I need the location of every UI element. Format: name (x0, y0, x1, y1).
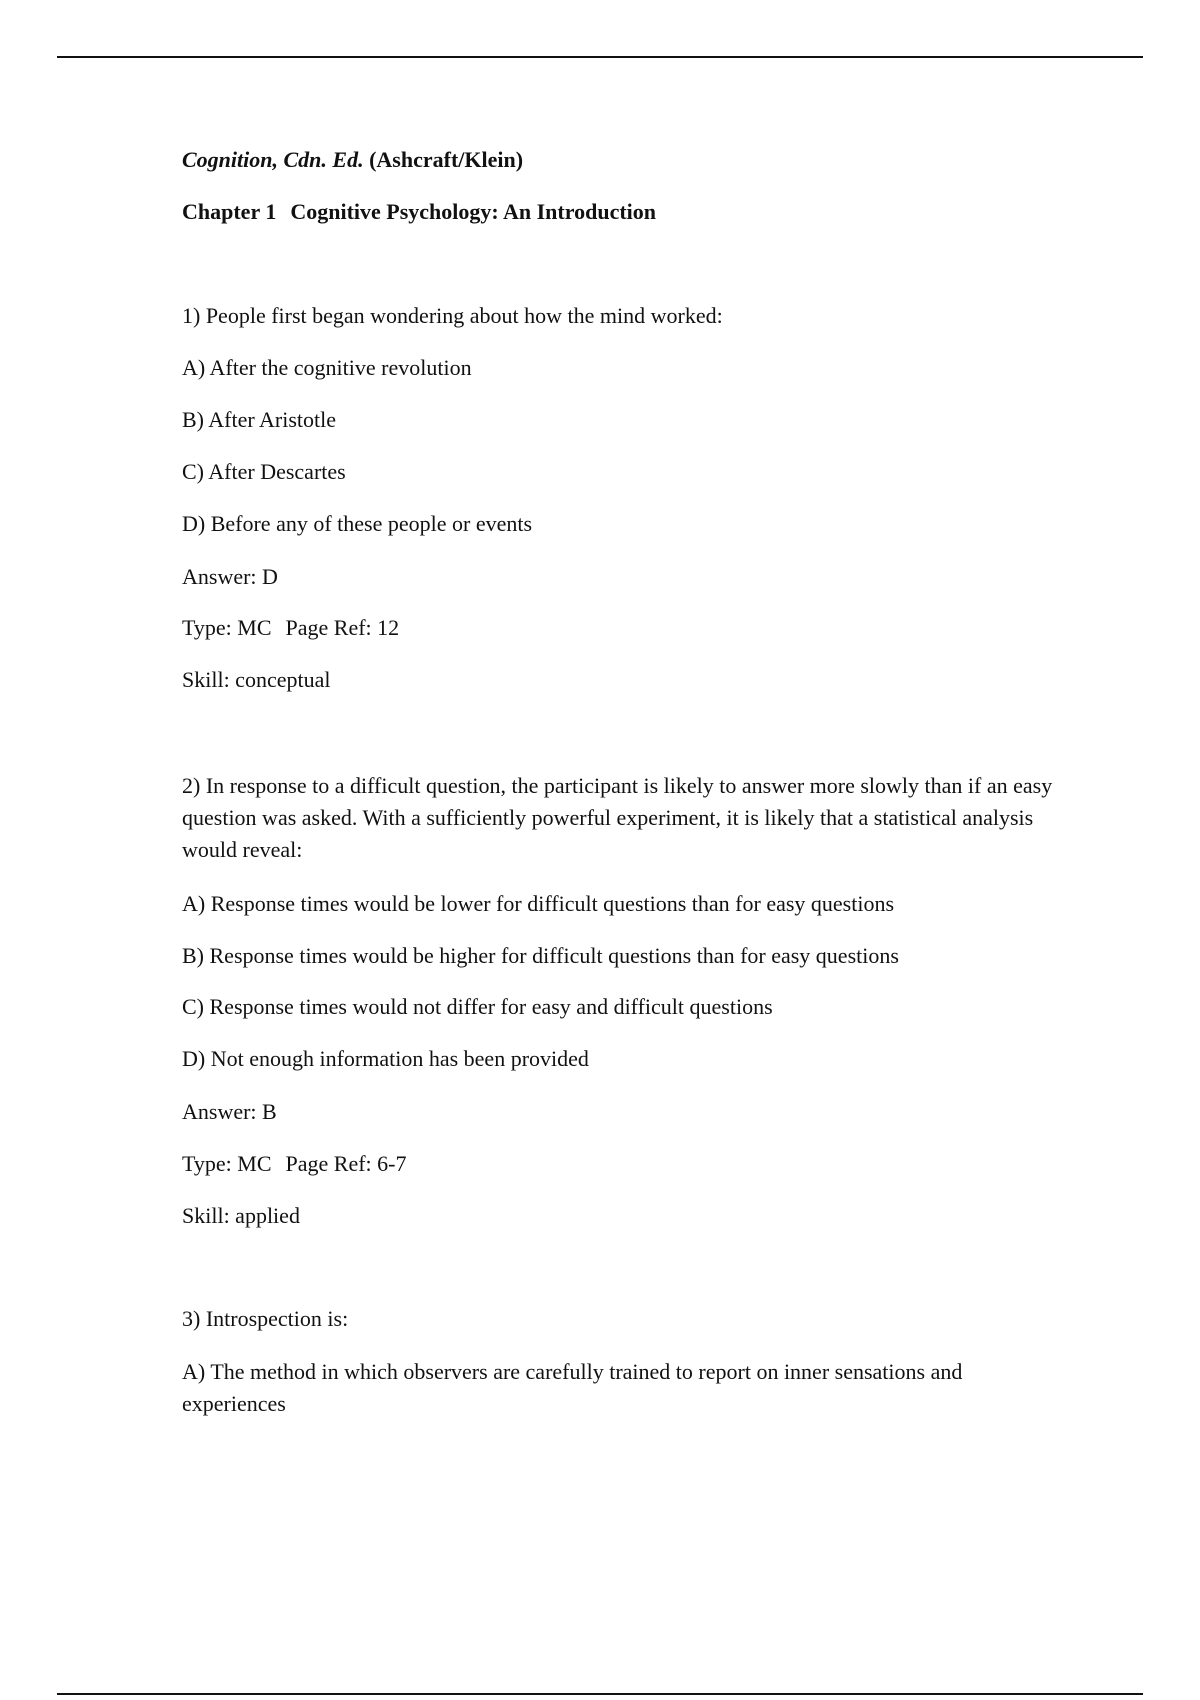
question-1-skill: Skill: conceptual (182, 667, 331, 692)
question-2-stem: 2) In response to a difficult question, the participant is likely to answer more slowly than if an easy question was asked. With a sufficiently powerful experiment, it is likely that a statistical analysis would reveal: (182, 773, 1053, 862)
bottom-rule (57, 1693, 1143, 1695)
question-1-meta (182, 612, 1062, 644)
question-1-page-ref: Page Ref: 12 (285, 615, 400, 640)
book-title-authors: (Ashcraft/Klein) (369, 147, 524, 172)
question-2-option-b: B) Response times would be higher for difficult questions than for easy questions (182, 943, 899, 968)
question-1-answer: Answer: D (182, 564, 278, 589)
chapter-name: Cognitive Psychology: An Introduction (290, 199, 657, 224)
question-1-option-b: B) After Aristotle (182, 407, 336, 432)
chapter-label: Chapter 1 (182, 199, 277, 224)
question-2-page-ref: Page Ref: 6-7 (285, 1151, 407, 1176)
question-2-type: Type: MC (182, 1151, 272, 1176)
question-2-option-c: C) Response times would not differ for easy and difficult questions (182, 994, 773, 1019)
question-2-option-a: A) Response times would be lower for difficult questions than for easy questions (182, 891, 895, 916)
question-1-option-c: C) After Descartes (182, 459, 346, 484)
question-1-option-d: D) Before any of these people or events (182, 511, 533, 536)
book-title-italic: Cognition, Cdn. Ed. (182, 147, 364, 172)
question-3-option-a: A) The method in which observers are carefully trained to report on inner sensations and experiences (182, 1359, 963, 1416)
question-1-type: Type: MC (182, 615, 272, 640)
question-1-option-a: A) After the cognitive revolution (182, 355, 472, 380)
question-2-option-d: D) Not enough information has been provided (182, 1046, 589, 1071)
question-2-meta (182, 1148, 1062, 1180)
question-2-answer: Answer: B (182, 1099, 277, 1124)
book-title (182, 144, 1062, 176)
question-3-stem: 3) Introspection is: (182, 1306, 349, 1331)
question-1-stem: 1) People first began wondering about how the mind worked: (182, 303, 723, 328)
top-rule (57, 56, 1143, 58)
chapter-title (182, 196, 1062, 228)
question-2-skill: Skill: applied (182, 1203, 300, 1228)
